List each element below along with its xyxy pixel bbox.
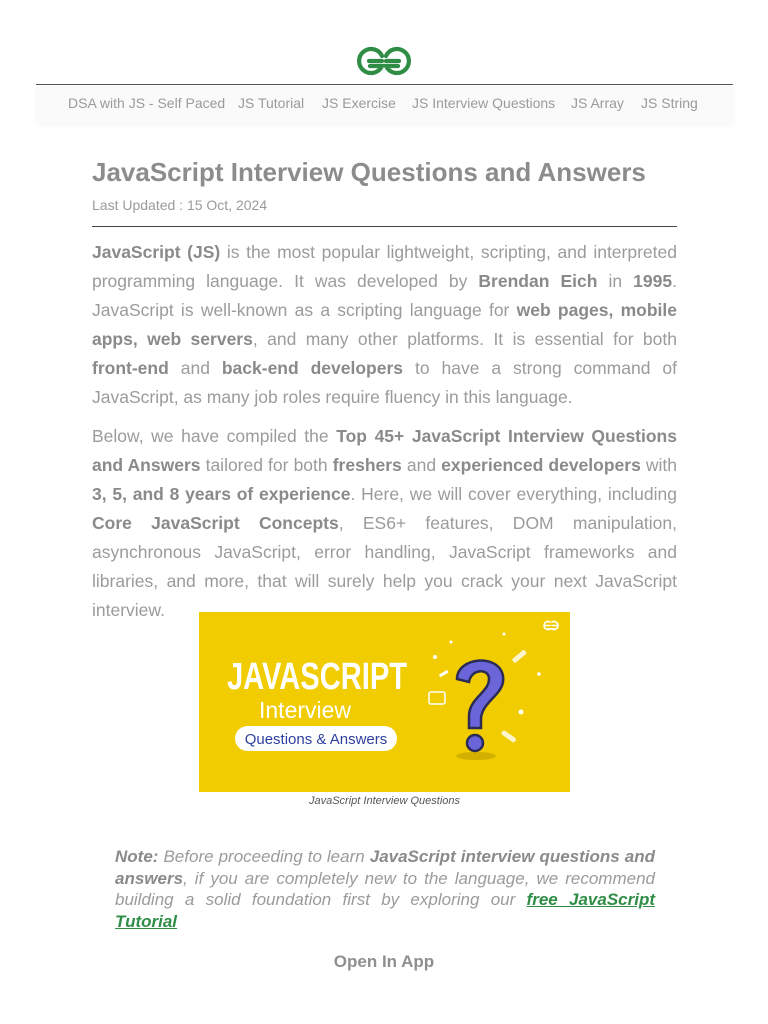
intro-paragraph xyxy=(92,238,677,412)
bold-text: experienced developers xyxy=(441,455,641,475)
topic-nav xyxy=(36,86,733,122)
page-title: JavaScript Interview Questions and Answers xyxy=(92,157,646,187)
text: . Here, we will cover everything, including xyxy=(350,484,677,504)
bold-text: JavaScript interview questions and answers xyxy=(115,847,655,888)
free-js-tutorial-link[interactable]: free JavaScript Tutorial xyxy=(115,890,656,931)
summary-paragraph xyxy=(92,422,677,625)
nav-item-js-string[interactable]: JS String xyxy=(641,95,698,111)
banner-subhead: Interview xyxy=(259,697,352,723)
nav-item-js-interview-questions[interactable]: JS Interview Questions xyxy=(412,95,556,111)
text: and xyxy=(168,358,222,378)
text: , if you are completely new to the language, we recommend building a solid foundation first by exploring our xyxy=(115,868,655,909)
banner-headline: JAVASCRIPT xyxy=(227,656,407,698)
bold-text: back-end developers xyxy=(221,358,404,378)
text: Before proceeding to learn xyxy=(158,847,370,866)
nav-item-dsa-js[interactable]: DSA with JS - Self Paced xyxy=(68,95,226,111)
gfg-logo-icon xyxy=(544,622,558,630)
bold-text: web pages, mobile apps, web servers xyxy=(92,300,677,349)
nav-divider xyxy=(36,84,733,85)
nav-item-js-tutorial[interactable]: JS Tutorial xyxy=(238,95,305,111)
text: and xyxy=(401,455,442,475)
gfg-logo-icon[interactable] xyxy=(355,44,413,78)
bold-text: 3, 5, and 8 years of experience xyxy=(92,484,351,504)
text: with xyxy=(640,455,678,475)
text: Below, we have compiled the xyxy=(92,426,337,446)
question-mark-icon xyxy=(456,661,503,760)
text: tailored for both xyxy=(200,455,333,475)
bold-text: Brendan Eich xyxy=(478,271,598,291)
banner-graphic xyxy=(199,612,570,792)
open-in-app-button[interactable]: Open In App xyxy=(333,952,435,971)
text: is the most popular lightweight, scripting, and interpreted programming language. It was developed by xyxy=(92,242,677,291)
article xyxy=(92,150,677,625)
text: in xyxy=(597,271,634,291)
article-banner-image xyxy=(199,612,570,792)
title-divider xyxy=(92,226,677,227)
text: to have a strong command of JavaScript, as many job roles require fluency in this language. xyxy=(92,358,677,407)
note-label: Note: xyxy=(115,847,159,866)
note-box xyxy=(115,846,655,932)
bold-text: 1995 xyxy=(633,271,673,291)
site-header xyxy=(0,0,768,124)
bold-text: freshers xyxy=(332,455,402,475)
text: , ES6+ features, DOM manipulation, asynchronous JavaScript, error handling, JavaScript frameworks and libraries, and more, that will surely help you crack your next JavaScript interview. xyxy=(92,513,678,620)
bold-text: Core JavaScript Concepts xyxy=(92,513,339,533)
banner-pill-label: Questions & Answers xyxy=(244,731,388,748)
bold-text: front-end xyxy=(92,358,169,378)
bold-text: JavaScript (JS) xyxy=(92,242,221,262)
text: , and many other platforms. It is essential for both xyxy=(252,329,677,349)
text: . JavaScript is well-known as a scripting language for xyxy=(92,271,677,320)
last-updated: Last Updated : 15 Oct, 2024 xyxy=(92,197,268,213)
nav-item-js-exercise[interactable]: JS Exercise xyxy=(322,95,396,111)
nav-item-js-array[interactable]: JS Array xyxy=(571,95,624,111)
figure-caption: JavaScript Interview Questions xyxy=(308,795,460,807)
bold-text: Top 45+ JavaScript Interview Questions and Answers xyxy=(92,426,677,475)
